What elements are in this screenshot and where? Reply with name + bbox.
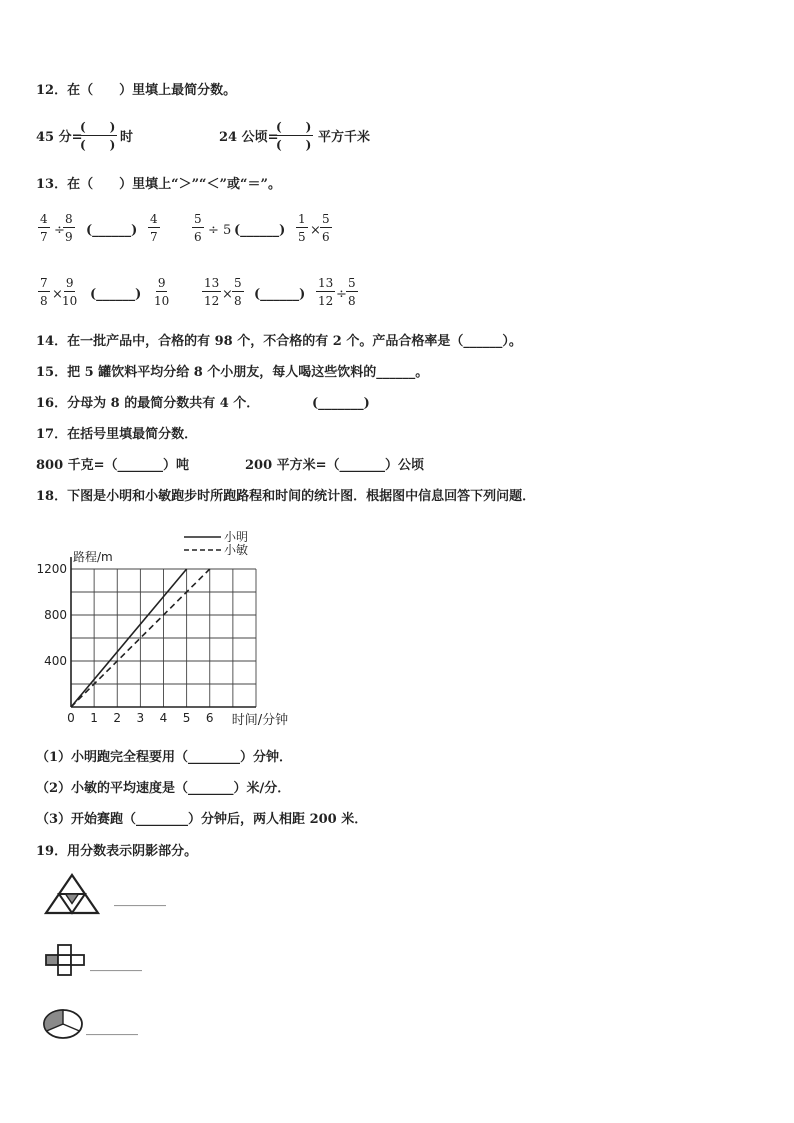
q13-r2b-op2: ÷ [336, 287, 347, 302]
q12-right-numerator-blank[interactable]: ( ) [276, 120, 312, 134]
q19-blank-2[interactable]: ________ [90, 957, 142, 972]
q13-r1a-frac1: $\frac{4}{7}$ [40, 212, 48, 244]
q13-r2b-op1: × [222, 287, 233, 302]
q13-stem: 13．在（ ）里填上“＞”“＜”或“＝”。 [36, 177, 281, 192]
y-tick-label: 1200 [36, 562, 67, 576]
q13-r2b-blank[interactable]: (______) [254, 287, 306, 302]
q12-left-suffix: 时 [120, 130, 134, 145]
x-tick-label: 3 [136, 711, 145, 725]
q12-right-prefix: 24 公顷= [219, 130, 279, 145]
q16-blank[interactable]: (_______) [312, 396, 370, 411]
q13-r1a-op: ÷ [54, 223, 65, 238]
q18-stem: 18．下图是小明和小敏跑步时所跑路程和时间的统计图．根据图中信息回答下列问题． [36, 489, 536, 504]
x-tick-label: 1 [90, 711, 98, 725]
y-tick-label: 400 [44, 654, 67, 668]
q13-r1a-frac2: $\frac{8}{9}$ [65, 212, 73, 244]
triangle-figure [44, 873, 100, 915]
q19-stem: 19．用分数表示阴影部分。 [36, 844, 198, 859]
q15-text: 15．把 5 罐饮料平均分给 8 个小朋友，每人喝这些饮料的______。 [36, 365, 429, 380]
q19-blank-3[interactable]: ________ [86, 1021, 138, 1036]
q13-r1a-blank[interactable]: (______) [86, 223, 138, 238]
q13-r2b-frac1: $\frac{13}{12}$ [204, 276, 220, 308]
q13-r2a-frac1: $\frac{7}{8}$ [40, 276, 48, 308]
legend-label-2: 小敏 [224, 543, 249, 557]
y-tick-label: 800 [44, 608, 67, 622]
x-tick-label: 2 [113, 711, 122, 725]
q17-left: 800 千克=（_______）吨 [36, 458, 190, 473]
x-tick-label: 0 [67, 711, 75, 725]
circle-figure [42, 1008, 84, 1040]
q17-stem: 17．在括号里填最简分数． [36, 427, 198, 442]
q12-left-fraction [78, 121, 117, 151]
q13-r1b-frac3: $\frac{5}{6}$ [322, 212, 330, 244]
q12-right-denominator-blank[interactable]: ( ) [276, 138, 312, 152]
q12-left-prefix: 45 分= [36, 130, 83, 145]
q12-stem: 12．在（ ）里填上最简分数。 [36, 83, 237, 98]
y-axis-title: 路程/m [73, 550, 113, 564]
q13-r2b-frac3: $\frac{13}{12}$ [318, 276, 334, 308]
q13-r2a-frac2: $\frac{9}{10}$ [62, 276, 78, 308]
q18-sub1: （1）小明跑完全程要用（________）分钟． [36, 750, 293, 765]
x-axis-title: 时间/分钟 [231, 713, 289, 728]
distance-time-chart [30, 520, 350, 732]
q12-right-fraction [274, 121, 313, 151]
chart-legend [184, 530, 248, 557]
q12-right-suffix: 平方千米 [318, 130, 371, 145]
q13-r1b-op2: × [310, 223, 321, 238]
q13-r2a-blank[interactable]: (______) [90, 287, 142, 302]
q18-sub3: （3）开始赛跑（________）分钟后，两人相距 200 米． [36, 812, 368, 827]
legend-label-1: 小明 [224, 530, 249, 544]
q16-text: 16．分母为 8 的最简分数共有 4 个． [36, 396, 260, 411]
x-tick-label: 4 [159, 711, 168, 725]
cross-figure [44, 944, 88, 976]
q12-left-denominator-blank[interactable]: ( ) [80, 138, 116, 152]
x-tick-label: 5 [182, 711, 191, 725]
chart-grid [71, 569, 256, 707]
q13-r1b-blank[interactable]: (______) [234, 223, 286, 238]
q13-r2a-op: × [52, 287, 63, 302]
q13-r1b-op1: ÷ 5 [208, 223, 232, 238]
q13-r1b-frac1: $\frac{5}{6}$ [194, 212, 202, 244]
q13-r1b-frac2: $\frac{1}{5}$ [298, 212, 306, 244]
q13-r1a-frac3: $\frac{4}{7}$ [150, 212, 158, 244]
q13-r2b-frac4: $\frac{5}{8}$ [348, 276, 356, 308]
q18-sub2: （2）小敏的平均速度是（_______）米/分． [36, 781, 291, 796]
q19-blank-1[interactable]: ________ [114, 892, 166, 907]
chart-axes [36, 550, 288, 728]
x-tick-label: 6 [205, 711, 214, 725]
q13-r2b-frac2: $\frac{5}{8}$ [234, 276, 242, 308]
q13-r2a-frac3: $\frac{9}{10}$ [154, 276, 170, 308]
q17-right: 200 平方米=（_______）公顷 [245, 458, 425, 473]
q14-text: 14．在一批产品中，合格的有 98 个，不合格的有 2 个。产品合格率是（______）。 [36, 334, 522, 349]
q12-left-numerator-blank[interactable]: ( ) [80, 120, 116, 134]
